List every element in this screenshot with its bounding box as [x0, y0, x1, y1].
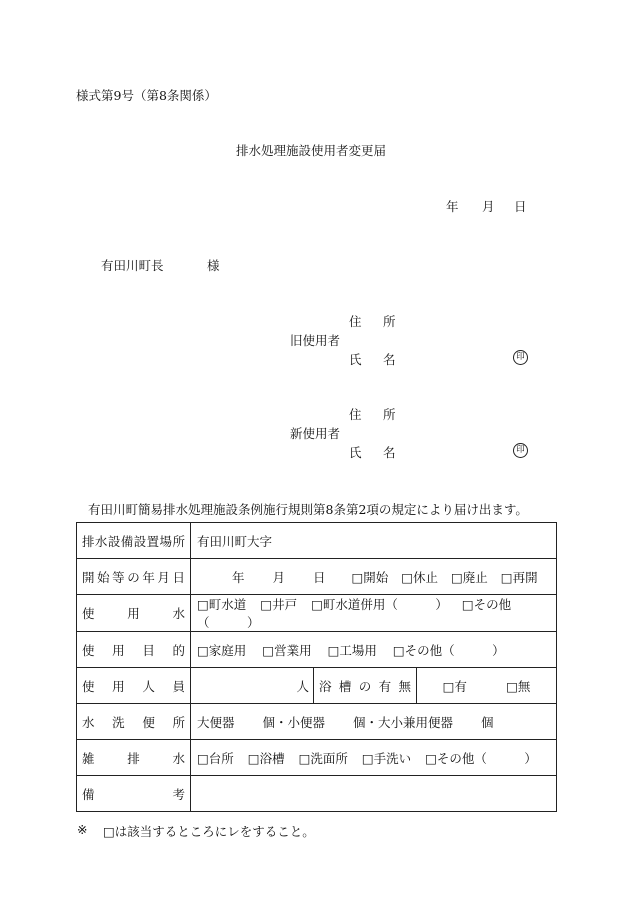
- persons-label: 使 用 人 員: [82, 678, 185, 694]
- location-label-cell: [77, 523, 191, 559]
- table-row: [77, 668, 557, 704]
- addressee-honorific: 様: [207, 258, 220, 273]
- old-user-name-label-2: 名: [383, 352, 396, 367]
- purpose-value-cell: [191, 632, 557, 668]
- option-suspend-checkbox[interactable]: □休止: [401, 569, 439, 585]
- purpose-label: 使 用 目 的: [82, 642, 185, 658]
- location-value-cell: [191, 523, 557, 559]
- start-date-value-cell: [191, 559, 557, 595]
- water-town-checkbox[interactable]: □町水道: [197, 597, 247, 612]
- new-user-label: 新使用者: [290, 426, 341, 441]
- old-user-address-label-1: 住: [349, 314, 362, 329]
- start-day-text: 日: [312, 569, 326, 585]
- water-label-cell: [77, 595, 191, 632]
- date-day: 日: [514, 199, 527, 214]
- misc-handwash-checkbox[interactable]: □手洗い: [361, 750, 412, 766]
- misc-other-checkbox[interactable]: □その他（ ）: [425, 750, 537, 766]
- water-label-char-2: 用: [127, 606, 140, 621]
- misc-kitchen-checkbox[interactable]: □台所: [197, 750, 234, 766]
- remarks-label: 備 考: [82, 786, 185, 802]
- statement-text: 有田川町簡易排水処理施設条例施行規則第8条第2項の規定により届け出ます。: [88, 502, 528, 517]
- start-date-label-cell: [77, 559, 191, 595]
- location-label: 排 水 設 備 設 置 場 所: [82, 533, 185, 549]
- new-user-address-label-2: 所: [383, 407, 396, 422]
- water-well-checkbox[interactable]: □井戸: [260, 597, 298, 612]
- table-row: [77, 559, 557, 595]
- date-month: 月: [482, 199, 495, 214]
- new-user-name-label-1: 氏: [349, 445, 362, 460]
- remarks-label-cell: [77, 776, 191, 812]
- page-title: 排水処理施設使用者変更届: [236, 143, 387, 158]
- new-user-seal-mark: 印: [513, 443, 528, 458]
- toilet-combined-text: 個・大小兼用便器: [352, 714, 453, 730]
- option-start-checkbox[interactable]: □開始: [351, 569, 389, 585]
- start-date-label: 開 始 等 の 年 月 日: [82, 569, 185, 585]
- misc-label-cell: [77, 740, 191, 776]
- note-text: □は該当するところにレをすること。: [103, 824, 315, 839]
- purpose-other-checkbox[interactable]: □その他（ ）: [392, 642, 505, 658]
- water-other-checkbox[interactable]: □その他（ ）: [197, 597, 512, 630]
- toilet-value-cell: [191, 704, 557, 740]
- purpose-business-checkbox[interactable]: □営業用: [262, 642, 312, 658]
- persons-unit: 人: [296, 678, 309, 694]
- toilet-label-cell: [77, 704, 191, 740]
- misc-value-cell: [191, 740, 557, 776]
- old-user-address-label-2: 所: [383, 314, 396, 329]
- old-user-seal-mark: 印: [513, 350, 528, 365]
- table-row: [77, 776, 557, 812]
- toilet-count-text: 個: [480, 714, 494, 730]
- old-user-name-label-1: 氏: [349, 352, 362, 367]
- old-user-label: 旧使用者: [290, 333, 341, 348]
- persons-label-cell: [77, 668, 191, 704]
- misc-washroom-checkbox[interactable]: □洗面所: [298, 750, 348, 766]
- location-value: 有田川町大字: [197, 533, 273, 549]
- bath-label: 浴 槽 の 有 無: [319, 678, 411, 694]
- new-user-name-label-2: 名: [383, 445, 396, 460]
- misc-label-char-2: 排: [127, 750, 140, 766]
- bath-yes-checkbox[interactable]: □有: [442, 678, 467, 694]
- table-row: [77, 595, 557, 632]
- application-table: [76, 522, 557, 812]
- remarks-value-cell[interactable]: [191, 776, 557, 812]
- toilet-small-text: 個・小便器: [262, 714, 325, 730]
- toilet-label: 水 洗 便 所: [82, 714, 185, 730]
- form-number: 様式第9号（第8条関係）: [76, 88, 217, 103]
- misc-label-char-3: 水: [172, 750, 185, 766]
- new-user-address-label-1: 住: [349, 407, 362, 422]
- misc-bath-checkbox[interactable]: □浴槽: [247, 750, 285, 766]
- water-combined-checkbox[interactable]: □町水道併用（ ）: [311, 597, 448, 612]
- table-row: [77, 523, 557, 559]
- persons-value-cell: [191, 668, 557, 704]
- start-month-text: 月: [272, 569, 285, 585]
- bath-no-checkbox[interactable]: □無: [506, 678, 531, 694]
- toilet-large-text: 大便器: [197, 714, 235, 730]
- table-row: [77, 704, 557, 740]
- water-label-char-3: 水: [172, 606, 185, 621]
- purpose-label-cell: [77, 632, 191, 668]
- option-resume-checkbox[interactable]: □再開: [500, 569, 538, 585]
- misc-label-char-1: 雑: [82, 750, 95, 766]
- table-row: [77, 740, 557, 776]
- start-year-text: 年: [231, 569, 245, 585]
- date-year: 年: [446, 199, 459, 214]
- water-value-cell: [191, 595, 557, 632]
- water-label-char-1: 使: [82, 606, 95, 621]
- purpose-factory-checkbox[interactable]: □工場用: [327, 642, 377, 658]
- addressee-name: 有田川町長: [101, 258, 164, 273]
- table-row: [77, 632, 557, 668]
- note-mark: ※: [77, 822, 88, 837]
- purpose-home-checkbox[interactable]: □家庭用: [197, 642, 247, 658]
- option-abolish-checkbox[interactable]: □廃止: [451, 569, 488, 585]
